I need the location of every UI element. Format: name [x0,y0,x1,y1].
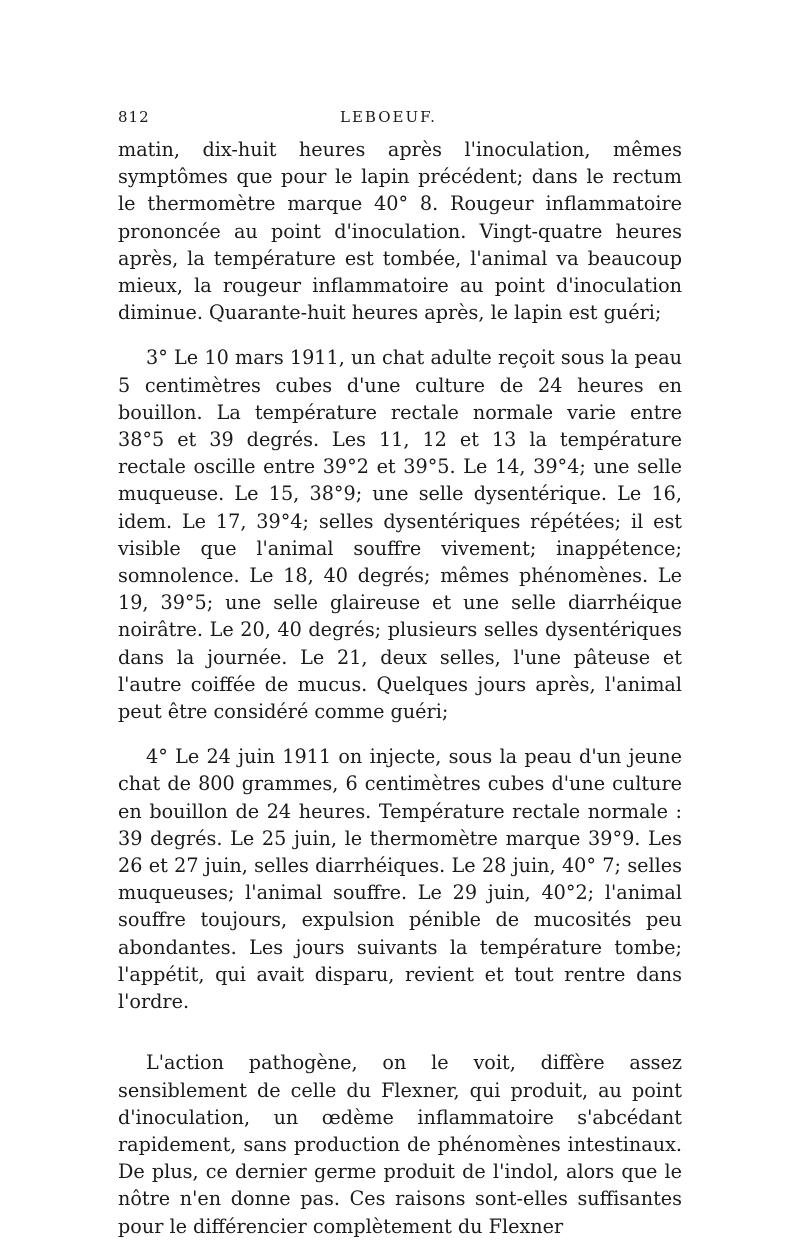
body-text [118,136,682,1240]
page [118,108,682,1240]
running-title: LEBOEUF. [340,108,437,126]
page-number: 812 [118,108,150,126]
paragraph-case-4: 4° Le 24 juin 1911 on injecte, sous la peau d'un jeune chat de 800 grammes, 6 centimètres cubes d'une culture en bouillon de 24 heures. Température rectale normale : 39 degrés. Le 25 juin, le thermomètre marque 39°9. Les 26 et 27 juin, selles diarrhéiques. Le 28 juin, 40° 7; selles muqueuses; l'animal souffre. Le 29 juin, 40°2; l'animal souffre toujours, expulsion pénible de mucosités peu abondantes. Les jours suivants la température tombe; l'appétit, qui avait disparu, revient et tout rentre dans l'ordre. [118,745,682,1014]
paragraph-conclusion: L'action pathogène, on le voit, diffère assez sensiblement de celle du Flexner, qui produit, au point d'inoculation, un œdème inflammatoire s'abcédant rapidement, sans production de phénomènes intestinaux. De plus, ce dernier germe produit de l'indol, alors que le nôtre n'en donne pas. Ces raisons sont-elles suffisantes pour le différencier complètement du Flexner [118,1051,682,1238]
running-head [118,108,682,136]
paragraph-case-3: 3° Le 10 mars 1911, un chat adulte reçoit sous la peau 5 centimètres cubes d'une culture de 24 heures en bouillon. La température rectale normale varie entre 38°5 et 39 degrés. Les 11, 12 et 13 la température rectale oscille entre 39°2 et 39°5. Le 14, 39°4; une selle muqueuse. Le 15, 38°9; une selle dysentérique. Le 16, idem. Le 17, 39°4; selles dysentériques répétées; il est visible que l'animal souffre vivement; inappétence; somnolence. Le 18, 40 degrés; mêmes phénomènes. Le 19, 39°5; une selle glaireuse et une selle diarrhéique noirâtre. Le 20, 40 degrés; plusieurs selles dysentériques dans la journée. Le 21, deux selles, l'une pâteuse et l'autre coiffée de mucus. Quelques jours après, l'animal peut être considéré comme guéri; [118,346,682,724]
paragraph-continuation: matin, dix-huit heures après l'inoculation, mêmes symptômes que pour le lapin précédent; dans le rectum le thermomètre marque 40° 8. Rougeur inflammatoire prononcée au point d'inoculation. Vingt-quatre heures après, la température est tombée, l'animal va beaucoup mieux, la rougeur inflammatoire au point d'inoculation diminue. Quarante-huit heures après, le lapin est guéri; [118,138,682,325]
